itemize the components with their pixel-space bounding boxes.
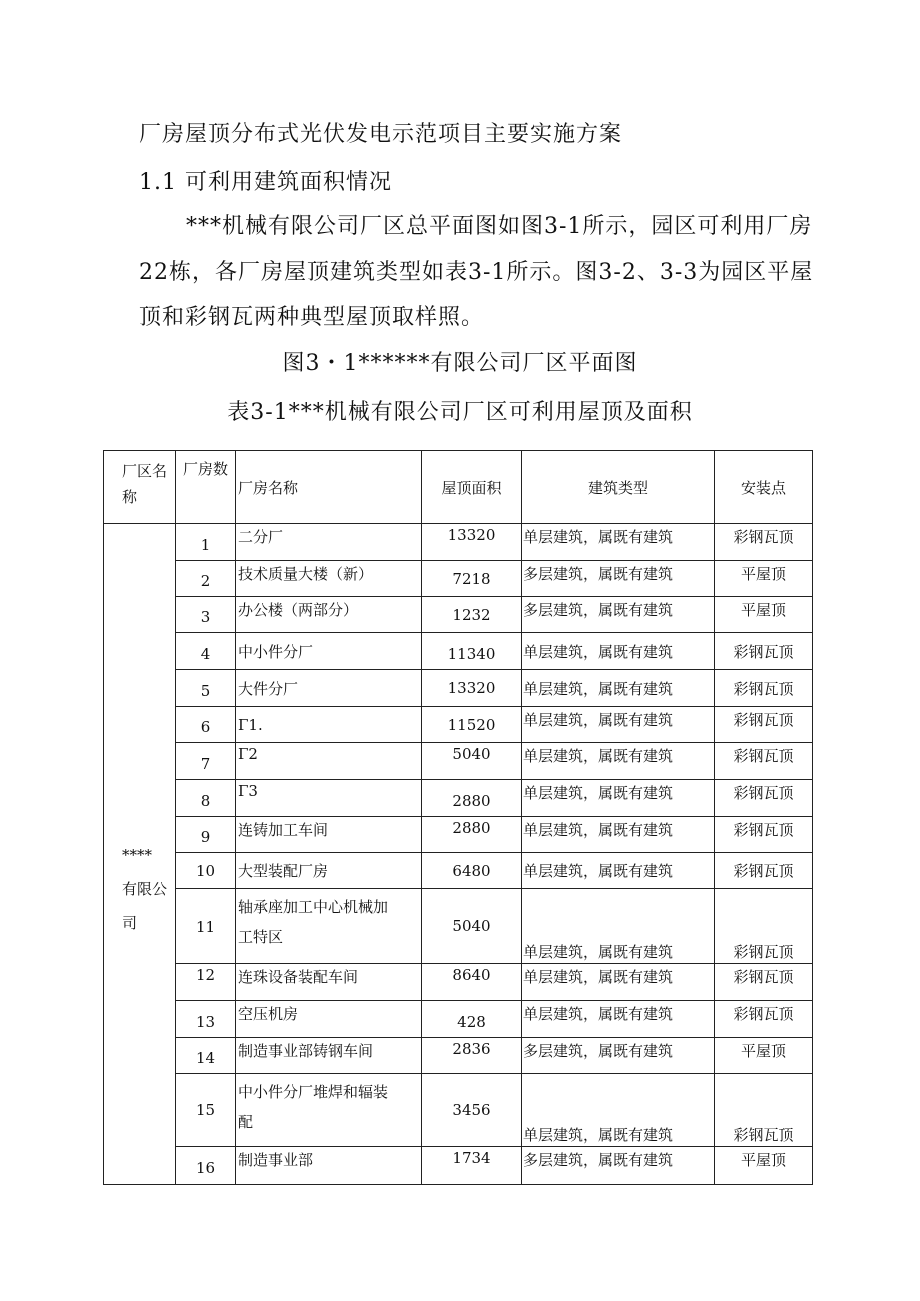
row-number: 3 <box>176 597 236 633</box>
row-install-point: 平屋顶 <box>715 1147 813 1185</box>
document-title: 厂房屋顶分布式光伏发电示范项目主要实施方案 <box>139 122 623 147</box>
row-building-type: 多层建筑，属既有建筑 <box>522 1038 715 1074</box>
row-building-name <box>236 1074 422 1147</box>
row-building-name: 制造事业部铸钢车间 <box>236 1038 422 1074</box>
row-roof-area: 7218 <box>422 561 522 597</box>
row-install-point: 彩钢瓦顶 <box>715 633 813 670</box>
row-roof-area: 5040 <box>422 743 522 780</box>
row-install-point: 平屋顶 <box>715 1038 813 1074</box>
table-row <box>104 597 813 633</box>
header-building-count: 厂房数 <box>176 451 236 524</box>
table-row <box>104 561 813 597</box>
row-install-point: 彩钢瓦顶 <box>715 817 813 853</box>
row-number: 8 <box>176 780 236 817</box>
row-building-type: 单层建筑，属既有建筑 <box>522 707 715 743</box>
row-install-point: 彩钢瓦顶 <box>715 889 813 964</box>
header-roof-area: 屋顶面积 <box>422 451 522 524</box>
table-row <box>104 853 813 889</box>
row-roof-area: 1734 <box>422 1147 522 1185</box>
table-row <box>104 964 813 1001</box>
row-roof-area: 11520 <box>422 707 522 743</box>
row-building-name: 大型装配厂房 <box>236 853 422 889</box>
table-row <box>104 1001 813 1038</box>
row-roof-area: 8640 <box>422 964 522 1001</box>
row-number: 10 <box>176 853 236 889</box>
row-number: 15 <box>176 1074 236 1147</box>
table-row <box>104 1074 813 1147</box>
table-row <box>104 524 813 561</box>
area-name-cell <box>104 524 176 1185</box>
row-number: 14 <box>176 1038 236 1074</box>
row-building-name: Γ2 <box>236 743 422 780</box>
row-install-point: 彩钢瓦顶 <box>715 853 813 889</box>
row-building-type: 单层建筑，属既有建筑 <box>522 670 715 707</box>
header-area-line1: 厂区名 <box>122 462 168 480</box>
row-building-type: 多层建筑，属既有建筑 <box>522 1147 715 1185</box>
section-heading: 1.1 可利用建筑面积情况 <box>139 170 392 195</box>
row-building-name: 中小件分厂 <box>236 633 422 670</box>
row-building-name-line2: 配 <box>238 1113 254 1131</box>
row-building-name: 二分厂 <box>236 524 422 561</box>
area-label-line3: 司 <box>122 914 138 932</box>
row-roof-area: 11340 <box>422 633 522 670</box>
row-building-name-line2: 工特区 <box>238 928 284 946</box>
row-install-point: 彩钢瓦顶 <box>715 524 813 561</box>
row-number: 1 <box>176 524 236 561</box>
paragraph-line-1: ***机械有限公司厂区总平面图如图3-1所示，园区可利用厂房 <box>186 214 813 239</box>
row-building-name: 空压机房 <box>236 1001 422 1038</box>
figure-caption: 图3・1******有限公司厂区平面图 <box>282 351 638 376</box>
table-row <box>104 817 813 853</box>
row-install-point: 彩钢瓦顶 <box>715 1074 813 1147</box>
row-building-name <box>236 889 422 964</box>
header-building-name: 厂房名称 <box>236 451 422 524</box>
row-install-point: 彩钢瓦顶 <box>715 1001 813 1038</box>
row-building-name: 大件分厂 <box>236 670 422 707</box>
row-roof-area: 1232 <box>422 597 522 633</box>
row-building-name: 制造事业部 <box>236 1147 422 1185</box>
table-row <box>104 889 813 964</box>
paragraph-line-3: 顶和彩钢瓦两种典型屋顶取样照。 <box>139 305 485 330</box>
row-building-type: 单层建筑，属既有建筑 <box>522 1001 715 1038</box>
row-building-name: 办公楼（两部分） <box>236 597 422 633</box>
table-row <box>104 780 813 817</box>
row-number: 11 <box>176 889 236 964</box>
row-building-type: 单层建筑，属既有建筑 <box>522 889 715 964</box>
row-roof-area: 5040 <box>422 889 522 964</box>
area-label-line1: **** <box>122 846 152 864</box>
row-roof-area: 6480 <box>422 853 522 889</box>
row-number: 6 <box>176 707 236 743</box>
row-building-type: 单层建筑，属既有建筑 <box>522 743 715 780</box>
table-row <box>104 743 813 780</box>
table-header-row <box>104 451 813 524</box>
row-roof-area: 2836 <box>422 1038 522 1074</box>
row-install-point: 彩钢瓦顶 <box>715 964 813 1001</box>
row-roof-area: 2880 <box>422 780 522 817</box>
header-area-name <box>104 451 176 524</box>
row-building-type: 单层建筑，属既有建筑 <box>522 817 715 853</box>
row-building-type: 多层建筑，属既有建筑 <box>522 597 715 633</box>
table-row <box>104 1038 813 1074</box>
row-building-name-line1: 轴承座加工中心机械加 <box>238 898 389 916</box>
row-building-type: 单层建筑，属既有建筑 <box>522 780 715 817</box>
row-number: 7 <box>176 743 236 780</box>
row-building-name: 连珠设备装配车间 <box>236 964 422 1001</box>
header-area-line2: 称 <box>122 488 138 506</box>
row-install-point: 彩钢瓦顶 <box>715 670 813 707</box>
row-install-point: 平屋顶 <box>715 561 813 597</box>
row-roof-area: 428 <box>422 1001 522 1038</box>
row-roof-area: 2880 <box>422 817 522 853</box>
roof-area-table <box>103 450 813 1185</box>
row-building-type: 单层建筑，属既有建筑 <box>522 524 715 561</box>
row-number: 12 <box>176 964 236 1001</box>
row-roof-area: 3456 <box>422 1074 522 1147</box>
row-building-name: 技术质量大楼（新） <box>236 561 422 597</box>
row-building-type: 单层建筑，属既有建筑 <box>522 1074 715 1147</box>
row-building-type: 多层建筑，属既有建筑 <box>522 561 715 597</box>
row-number: 2 <box>176 561 236 597</box>
row-number: 5 <box>176 670 236 707</box>
table-row <box>104 1147 813 1185</box>
row-install-point: 彩钢瓦顶 <box>715 780 813 817</box>
row-install-point: 彩钢瓦顶 <box>715 743 813 780</box>
row-building-name-line1: 中小件分厂堆焊和辐装 <box>238 1083 389 1101</box>
table-row <box>104 633 813 670</box>
header-install-point: 安装点 <box>715 451 813 524</box>
row-building-type: 单层建筑，属既有建筑 <box>522 853 715 889</box>
table-row <box>104 670 813 707</box>
row-number: 4 <box>176 633 236 670</box>
row-building-type: 单层建筑，属既有建筑 <box>522 633 715 670</box>
paragraph-line-2: 22栋，各厂房屋顶建筑类型如表3-1所示。图3-2、3-3为园区平屋 <box>139 260 814 285</box>
row-install-point: 彩钢瓦顶 <box>715 707 813 743</box>
row-number: 13 <box>176 1001 236 1038</box>
header-building-type: 建筑类型 <box>522 451 715 524</box>
table-caption: 表3-1***机械有限公司厂区可利用屋顶及面积 <box>227 400 693 425</box>
table-row <box>104 707 813 743</box>
row-building-name: Γ3 <box>236 780 422 817</box>
row-roof-area: 13320 <box>422 524 522 561</box>
row-number: 16 <box>176 1147 236 1185</box>
row-number: 9 <box>176 817 236 853</box>
row-building-name: 连铸加工车间 <box>236 817 422 853</box>
row-roof-area: 13320 <box>422 670 522 707</box>
row-building-name: Γ1. <box>236 707 422 743</box>
row-building-type: 单层建筑，属既有建筑 <box>522 964 715 1001</box>
area-label-line2: 有限公 <box>122 880 168 898</box>
row-install-point: 平屋顶 <box>715 597 813 633</box>
